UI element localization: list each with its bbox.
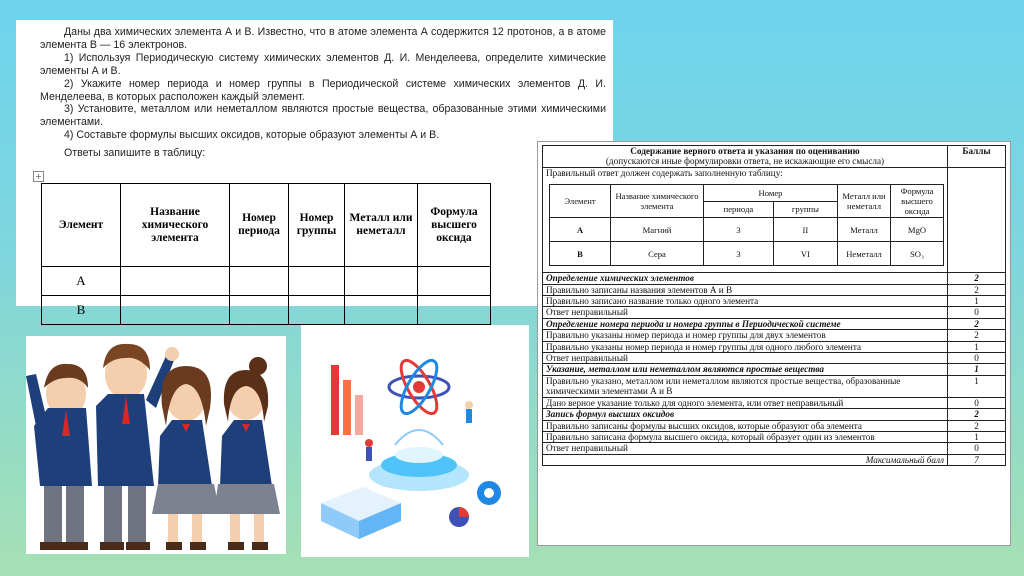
- cell[interactable]: [289, 296, 345, 325]
- col-group: Номер группы: [289, 184, 345, 267]
- task-question-2: 2) Укажите номер периода и номер группы в Периодической системе химических элементов Д. И. Менделеева, в которых расположен каждый элемент.: [40, 77, 606, 103]
- key-cell: 3: [704, 218, 774, 242]
- key-cell: II: [773, 218, 837, 242]
- criteria-points: 0: [948, 397, 1006, 408]
- cell[interactable]: [230, 267, 289, 296]
- science-image: [301, 325, 529, 557]
- key-cell: VI: [773, 242, 837, 266]
- task-text: [40, 26, 606, 160]
- criteria-row: [543, 375, 1006, 397]
- criteria-row: [543, 307, 1006, 318]
- pie-icon: [449, 507, 469, 527]
- scoring-header-row: [543, 146, 1006, 168]
- criteria-text: Правильно указаны номер периода и номер группы для одного любого элемента: [543, 341, 948, 352]
- criteria-row: [543, 284, 1006, 295]
- cell[interactable]: [418, 296, 491, 325]
- criteria-points: 2: [948, 330, 1006, 341]
- criteria-row: [543, 296, 1006, 307]
- table-row: [42, 296, 491, 325]
- key-col-period: периода: [704, 201, 774, 218]
- key-cell: В: [550, 242, 611, 266]
- cell[interactable]: [121, 267, 230, 296]
- gear-icon: [477, 481, 501, 505]
- max-score-value: 7: [948, 454, 1006, 465]
- criteria-points: 1: [948, 364, 1006, 375]
- bar-shape: [355, 395, 363, 435]
- scoring-panel: [537, 141, 1011, 546]
- criteria-text: Правильно записано название только одного элемента: [543, 296, 948, 307]
- criteria-row: [543, 443, 1006, 454]
- criteria-text: Правильно указаны номер периода и номер группы для двух элементов: [543, 330, 948, 341]
- cell[interactable]: [121, 296, 230, 325]
- table-row: [42, 267, 491, 296]
- key-cell: MgO: [891, 218, 944, 242]
- key-cell: Магний: [611, 218, 704, 242]
- key-col-group: группы: [773, 201, 837, 218]
- row-label: А: [42, 267, 121, 296]
- answer-points-cell: [948, 167, 1006, 272]
- criteria-points: 1: [948, 296, 1006, 307]
- max-score-label: Максимальный балл: [543, 454, 948, 465]
- criteria-text: Ответ неправильный: [543, 443, 948, 454]
- task-question-4: 4) Составьте формулы высших оксидов, которые образуют элементы А и В.: [64, 129, 440, 142]
- criteria-text: Запись формул высших оксидов: [543, 409, 948, 420]
- scoring-answer-row: [543, 167, 1006, 272]
- atom-icon: [389, 356, 449, 419]
- key-cell: Металл: [838, 218, 891, 242]
- col-name: Название химического элемента: [121, 184, 230, 267]
- key-col-number: Номер: [704, 185, 838, 202]
- answer-intro: Правильный ответ должен содержать заполненную таблицу:: [546, 167, 783, 178]
- criteria-text: Определение номера периода и номера группы в Периодической системе: [543, 318, 948, 329]
- criteria-text: Правильно записаны формулы высших оксидов, которые образуют оба элемента: [543, 420, 948, 431]
- scoring-table: [542, 145, 1006, 466]
- key-col-metal: Металл или неметалл: [838, 185, 891, 218]
- criteria-text: Правильно записаны названия элементов А и В: [543, 284, 948, 295]
- header-content-text: Содержание верного ответа и указания по оцениванию: [630, 146, 860, 156]
- task-question-3: 3) Установите, металлом или неметаллом являются простые вещества, образованные этими химическими элементами.: [40, 103, 606, 129]
- task-intro: Даны два химических элемента А и В. Известно, что в атоме элемента А содержится 12 протонов, а в атоме элемента В — 16 электронов.: [40, 26, 606, 51]
- criteria-text: Определение химических элементов: [543, 273, 948, 284]
- bar-shape: [343, 380, 351, 435]
- criteria-points: 0: [948, 353, 1006, 364]
- criteria-points: 1: [948, 341, 1006, 352]
- table-row: [550, 242, 944, 266]
- key-cell: Неметалл: [838, 242, 891, 266]
- students-image: [26, 336, 286, 554]
- scoring-header-points: Баллы: [948, 146, 1006, 168]
- platform-icon: [369, 430, 469, 491]
- cell[interactable]: [345, 296, 418, 325]
- criteria-row: [543, 353, 1006, 364]
- key-cell: 3: [704, 242, 774, 266]
- criteria-points: 2: [948, 273, 1006, 284]
- answer-cell: [543, 167, 948, 272]
- col-oxide: Формула высшего оксида: [418, 184, 491, 267]
- key-col-name: Название химического элемента: [611, 185, 704, 218]
- col-metal: Металл или неметалл: [345, 184, 418, 267]
- task-question-1: 1) Используя Периодическую систему химических элементов Д. И. Менделеева, определите химические элементы А и В.: [40, 51, 606, 77]
- criteria-section-row: [543, 318, 1006, 329]
- criteria-points: 0: [948, 443, 1006, 454]
- table-row: [550, 218, 944, 242]
- key-col-oxide: Формула высшего оксида: [891, 185, 944, 218]
- key-cell: А: [550, 218, 611, 242]
- criteria-points: 2: [948, 409, 1006, 420]
- criteria-section-row: [543, 409, 1006, 420]
- answer-table-header: [42, 184, 491, 267]
- criteria-text: Правильно записана формула высшего оксида, который образует один из элементов: [543, 431, 948, 442]
- cell[interactable]: [345, 267, 418, 296]
- student-girl-right: [214, 357, 280, 550]
- criteria-row: [543, 420, 1006, 431]
- students-illustration: [26, 336, 286, 554]
- cell[interactable]: [289, 267, 345, 296]
- criteria-row: [543, 341, 1006, 352]
- criteria-points: 0: [948, 307, 1006, 318]
- criteria-text: Правильно указано, металлом или неметаллом являются простые вещества, образованные химическими элементами А и В: [543, 375, 948, 397]
- answer-key-table: [549, 184, 944, 266]
- criteria-section-row: [543, 273, 1006, 284]
- criteria-section-row: [543, 364, 1006, 375]
- criteria-text: Ответ неправильный: [543, 307, 948, 318]
- server-icon: [321, 487, 401, 539]
- criteria-points: 1: [948, 375, 1006, 397]
- criteria-row: [543, 330, 1006, 341]
- col-element: Элемент: [42, 184, 121, 267]
- table-move-icon[interactable]: +: [33, 171, 44, 182]
- key-cell: SO₃: [891, 242, 944, 266]
- student-girl-center: [152, 366, 220, 550]
- criteria-points: 2: [948, 318, 1006, 329]
- cell[interactable]: [230, 296, 289, 325]
- criteria-points: 1: [948, 431, 1006, 442]
- answers-note: Ответы запишите в таблицу:: [64, 147, 206, 160]
- header-sub-text: (допускаются иные формулировки ответа, не искажающие его смысла): [605, 156, 885, 167]
- criteria-text: Указание, металлом или неметаллом являются простые вещества: [543, 364, 948, 375]
- key-cell: Сера: [611, 242, 704, 266]
- criteria-points: 2: [948, 420, 1006, 431]
- criteria-points: 2: [948, 284, 1006, 295]
- criteria-text: Дано верное указание только для одного элемента, или ответ неправильный: [543, 397, 948, 408]
- criteria-text: Ответ неправильный: [543, 353, 948, 364]
- criteria-row: [543, 397, 1006, 408]
- cell[interactable]: [418, 267, 491, 296]
- bar-shape: [331, 365, 339, 435]
- criteria-list: [543, 273, 1006, 455]
- col-period: Номер периода: [230, 184, 289, 267]
- row-label: В: [42, 296, 121, 325]
- max-score-row: [543, 454, 1006, 465]
- criteria-row: [543, 431, 1006, 442]
- answer-table: [41, 183, 491, 325]
- key-col-element: Элемент: [550, 185, 611, 218]
- scoring-header-content: [543, 146, 948, 168]
- science-illustration: [301, 325, 529, 557]
- student-boy-left: [26, 364, 92, 550]
